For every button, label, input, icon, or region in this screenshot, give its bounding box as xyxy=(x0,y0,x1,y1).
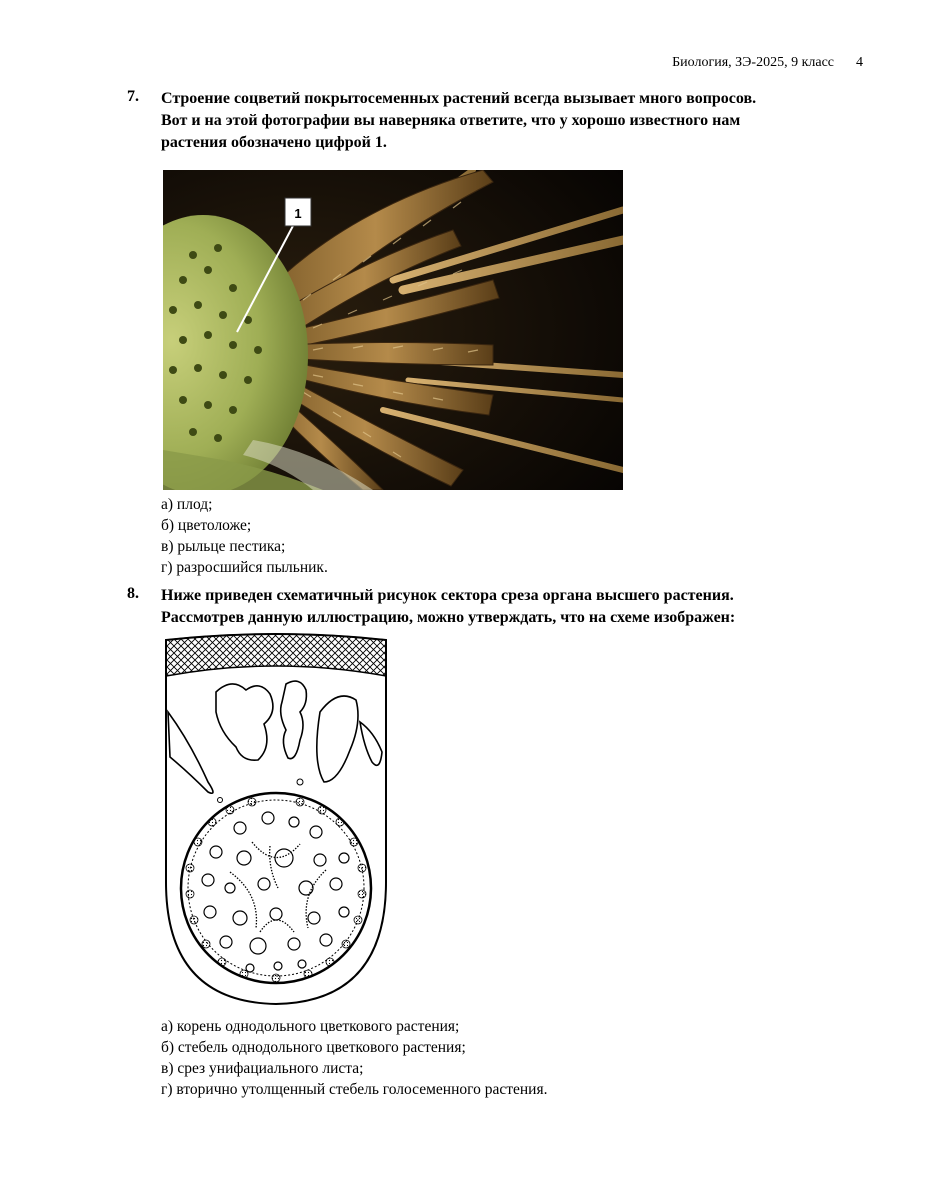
cross-section-graphic xyxy=(160,632,392,1012)
question-8-option-d[interactable]: г) вторично утолщенный стебель голосеменного растения. xyxy=(161,1081,548,1098)
question-8-option-c[interactable]: в) срез унифациального листа; xyxy=(161,1060,364,1077)
question-8-line-1: Ниже приведен схематичный рисунок сектора среза органа высшего растения. xyxy=(161,587,734,604)
question-7-option-d[interactable]: г) разросшийся пыльник. xyxy=(161,559,328,576)
callout-label: 1 xyxy=(294,206,302,221)
question-7-options xyxy=(161,494,328,578)
inflorescence-photo xyxy=(163,170,623,490)
inflorescence-photo-graphic xyxy=(163,170,623,490)
question-8-option-b[interactable]: б) стебель однодольного цветкового растения; xyxy=(161,1039,466,1056)
question-7-option-c[interactable]: в) рыльце пестика; xyxy=(161,538,286,555)
question-7 xyxy=(127,88,847,154)
question-7-line-2: Вот и на этой фотографии вы наверняка ответите, что у хорошо известного нам xyxy=(161,112,741,129)
question-8-text xyxy=(161,585,847,629)
question-8 xyxy=(127,585,847,629)
question-8-options xyxy=(161,1016,548,1100)
question-7-option-b[interactable]: б) цветоложе; xyxy=(161,517,252,534)
question-7-line-3: растения обозначено цифрой 1. xyxy=(161,134,387,151)
cross-section-diagram xyxy=(160,632,392,1012)
question-8-option-a[interactable]: а) корень однодольного цветкового растения; xyxy=(161,1018,460,1035)
question-7-number: 7. xyxy=(127,88,139,105)
header-title: Биология, ЗЭ-2025, 9 класс xyxy=(672,55,834,70)
question-8-line-2: Рассмотрев данную иллюстрацию, можно утверждать, что на схеме изображен: xyxy=(161,609,736,626)
question-7-text xyxy=(161,88,847,154)
question-8-number: 8. xyxy=(127,585,139,602)
question-7-option-a[interactable]: а) плод; xyxy=(161,496,213,513)
question-7-line-1: Строение соцветий покрытосеменных растений всегда вызывает много вопросов. xyxy=(161,90,757,107)
page-number: 4 xyxy=(856,55,863,70)
page-header xyxy=(672,55,863,71)
